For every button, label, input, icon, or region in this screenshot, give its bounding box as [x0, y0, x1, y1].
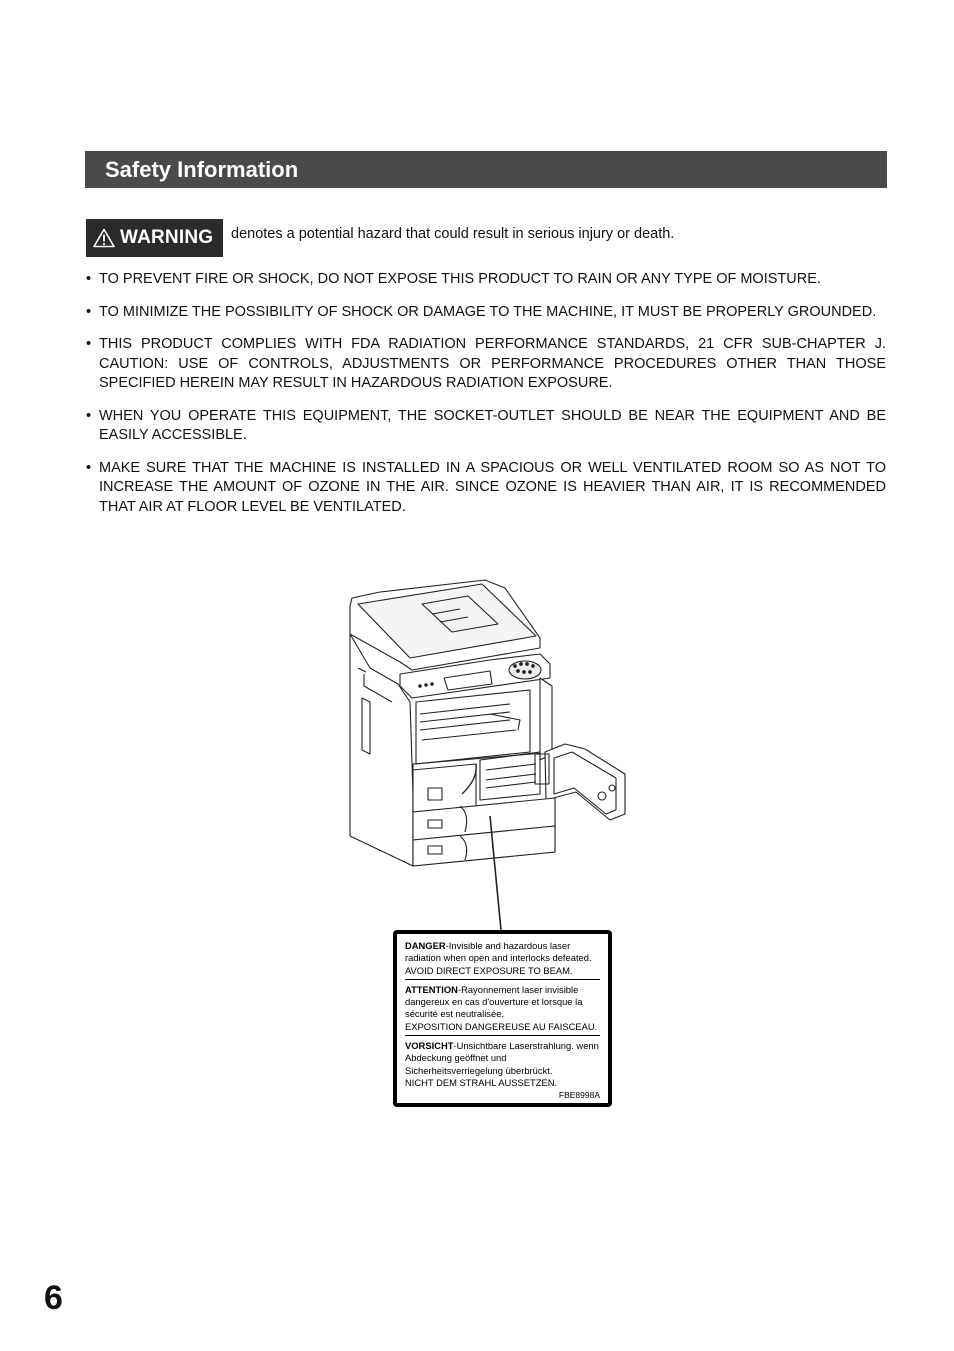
warning-badge: [86, 219, 223, 257]
list-item: [86, 270, 886, 290]
attention-heading: ATTENTION: [405, 983, 458, 995]
list-item: [86, 335, 886, 394]
label-code: FBE8998A: [558, 1090, 600, 1101]
warning-triangle-icon: [93, 228, 115, 248]
copier-illustration: [340, 574, 640, 934]
vorsicht-heading: VORSICHT: [405, 1040, 454, 1052]
safety-bullet-list: [86, 270, 886, 530]
danger-text: -Invisible and hazardous laser radiation when open and interlocks defeated.: [405, 940, 592, 964]
bullet-dot: •: [86, 459, 92, 476]
bullet-dot: •: [86, 336, 92, 352]
bullet-dot: •: [86, 303, 92, 320]
attention-section: [405, 984, 600, 1036]
warning-label: WARNING: [120, 227, 214, 248]
danger-section: [405, 940, 600, 980]
bullet-text: TO PREVENT FIRE OR SHOCK, DO NOT EXPOSE THIS PRODUCT TO RAIN OR ANY TYPE OF MOISTURE.: [99, 271, 821, 287]
warning-description: denotes a potential hazard that could result in serious injury or death.: [231, 226, 675, 242]
vorsicht-caps: NICHT DEM STRAHL AUSSETZEN.: [405, 1076, 558, 1088]
page-number: 6: [44, 1279, 63, 1317]
bullet-text: THIS PRODUCT COMPLIES WITH FDA RADIATION PERFORMANCE STANDARDS, 21 CFR SUB-CHAPTER J. CAUTION: USE OF CONTROLS, ADJUSTMENTS OR PERFORMANCE PROCEDURES OTHER THAN THOSE SPECIFIED HEREIN MAY RESULT IN HAZARDOUS RADIATION EXPOSURE.: [99, 336, 886, 391]
bullet-text: TO MINIMIZE THE POSSIBILITY OF SHOCK OR DAMAGE TO THE MACHINE, IT MUST BE PROPERLY GROUNDED.: [99, 303, 877, 320]
bullet-text: WHEN YOU OPERATE THIS EQUIPMENT, THE SOCKET-OUTLET SHOULD BE NEAR THE EQUIPMENT AND BE EASILY ACCESSIBLE.: [99, 407, 886, 443]
vorsicht-section: [405, 1040, 600, 1091]
list-item: [86, 459, 886, 518]
list-item: [86, 303, 886, 323]
attention-caps: EXPOSITION DANGEREUSE AU FAISCEAU.: [405, 1020, 598, 1032]
bullet-text: MAKE SURE THAT THE MACHINE IS INSTALLED IN A SPACIOUS OR WELL VENTILATED ROOM SO AS NOT TO INCREASE THE AMOUNT OF OZONE IN THE AIR. SINCE OZONE IS HEAVIER THAN AIR, IT IS RECOMMENDED THAT AIR AT FLOOR LEVEL BE VENTILATED.: [99, 459, 886, 515]
vorsicht-text: -Unsichtbare Laserstrahlung. wenn Abdeckung geöffnet und Sicherheitsverriegelung überbrückt.: [405, 1040, 599, 1076]
danger-heading: DANGER: [405, 940, 446, 951]
attention-text: -Rayonnement laser invisible dangereux en cas d'ouverture et lorsque la sécurité est neutralisée.: [405, 983, 583, 1020]
danger-caps: AVOID DIRECT EXPOSURE TO BEAM.: [405, 964, 573, 976]
section-title-bar: [85, 151, 887, 188]
bullet-dot: •: [86, 407, 92, 424]
laser-warning-label: [393, 930, 612, 1107]
bullet-dot: •: [86, 271, 92, 287]
list-item: [86, 407, 886, 446]
section-title: Safety Information: [105, 157, 299, 182]
